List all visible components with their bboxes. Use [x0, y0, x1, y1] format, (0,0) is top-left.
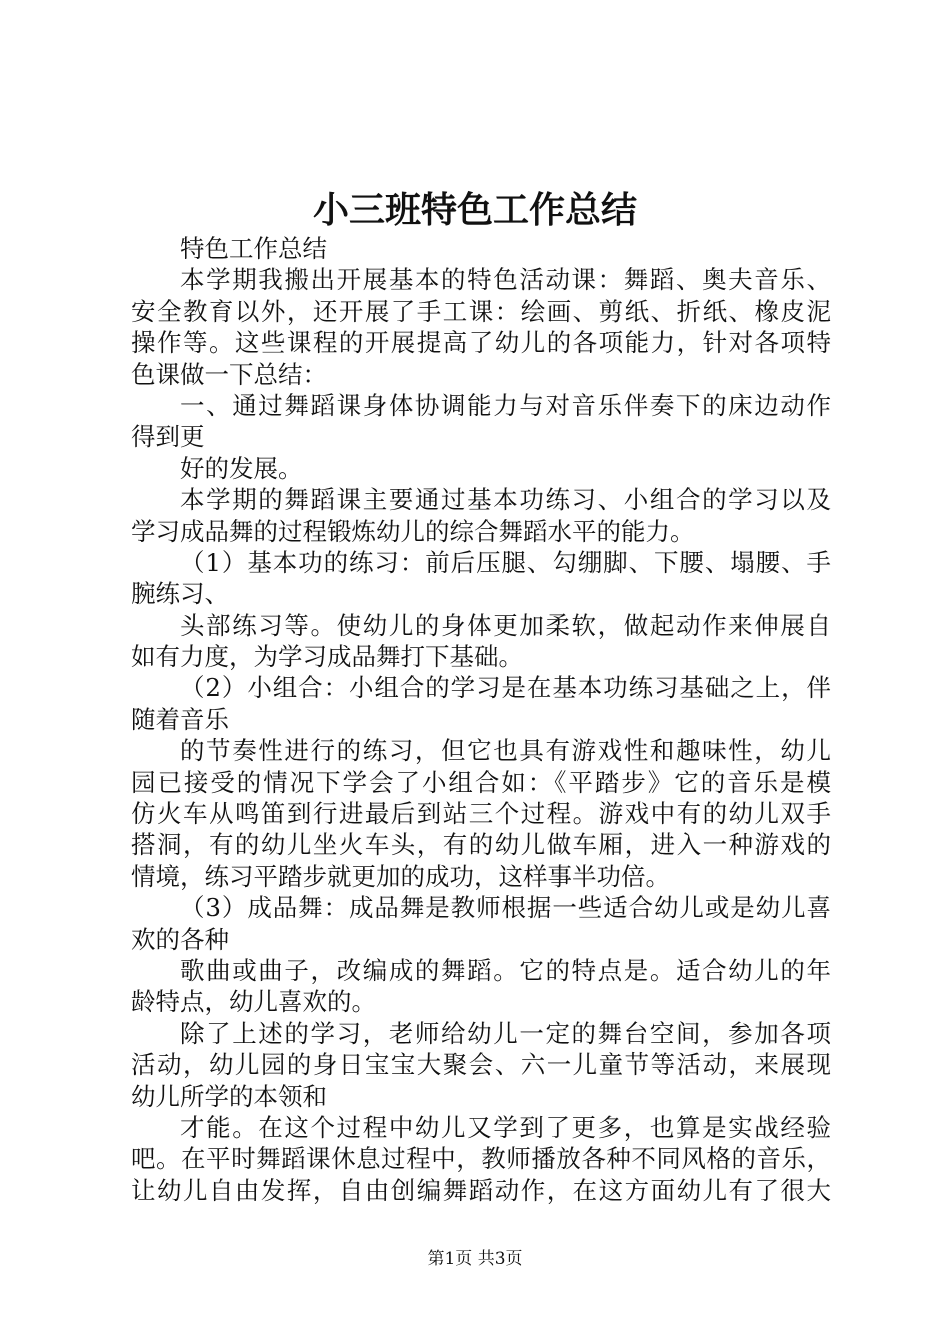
- text-line: 吧。在平时舞蹈课休息过程中，教师播放各种不同风格的音乐，: [131, 1144, 831, 1174]
- text-line: 歌曲或曲子，改编成的舞蹈。它的特点是。适合幼儿的年: [180, 955, 831, 985]
- text-line: （1）基本功的练习：前后压腿、勾绷脚、下腰、塌腰、手: [180, 547, 831, 577]
- text-line: （2）小组合：小组合的学习是在基本功练习基础之上，伴: [180, 673, 831, 703]
- text-line: 操作等。这些课程的开展提高了幼儿的各项能力，针对各项特: [131, 328, 831, 358]
- text-line: 腕练习、: [131, 579, 229, 609]
- text-line: 活动，幼儿园的身日宝宝大聚会、六一儿童节等活动，来展现: [131, 1050, 831, 1080]
- text-line: 随着音乐: [131, 704, 229, 734]
- text-line: 一、通过舞蹈课身体协调能力与对音乐伴奏下的床边动作: [180, 390, 831, 420]
- text-line: 学习成品舞的过程锻炼幼儿的综合舞蹈水平的能力。: [131, 516, 695, 546]
- text-line: 的节奏性进行的练习，但它也具有游戏性和趣味性，幼儿: [180, 736, 831, 766]
- text-line: 欢的各种: [131, 924, 229, 954]
- text-line: 本学期我搬出开展基本的特色活动课：舞蹈、奥夫音乐、: [180, 265, 831, 295]
- text-line: 情境，练习平踏步就更加的成功，这样事半功倍。: [131, 861, 670, 891]
- text-line: 好的发展。: [180, 453, 303, 483]
- text-line: 园已接受的情况下学会了小组合如：《平踏步》它的音乐是模: [131, 767, 831, 797]
- text-line: 色课做一下总结：: [131, 359, 327, 389]
- text-line: （3）成品舞：成品舞是教师根据一些适合幼儿或是幼儿喜: [180, 893, 831, 923]
- text-line: 特色工作总结: [180, 234, 327, 263]
- document-body: [131, 233, 831, 1206]
- text-line: 如有力度，为学习成品舞打下基础。: [131, 642, 523, 672]
- text-line: 搭洞，有的幼儿坐火车头，有的幼儿做车厢，进入一种游戏的: [131, 830, 831, 860]
- text-line: 幼儿所学的本领和: [131, 1081, 327, 1111]
- text-line: 除了上述的学习，老师给幼儿一定的舞台空间，参加各项: [180, 1018, 831, 1048]
- text-line: 安全教育以外，还开展了手工课：绘画、剪纸、折纸、橡皮泥: [131, 296, 831, 326]
- text-line: 本学期的舞蹈课主要通过基本功练习、小组合的学习以及: [180, 485, 831, 515]
- text-line: 龄特点，幼儿喜欢的。: [131, 987, 376, 1017]
- text-line: 头部练习等。使幼儿的身体更加柔软，做起动作来伸展自: [180, 610, 831, 640]
- text-line: 让幼儿自由发挥，自由创编舞蹈动作，在这方面幼儿有了很大: [131, 1175, 831, 1205]
- text-line: 得到更: [131, 422, 205, 452]
- text-line: 才能。在这个过程中幼儿又学到了更多，也算是实战经验: [180, 1112, 831, 1142]
- page-number: 第1页 共3页: [427, 1249, 523, 1269]
- text-line: 仿火车从鸣笛到行进最后到站三个过程。游戏中有的幼儿双手: [131, 799, 831, 829]
- document-title: 小三班特色工作总结: [312, 189, 637, 231]
